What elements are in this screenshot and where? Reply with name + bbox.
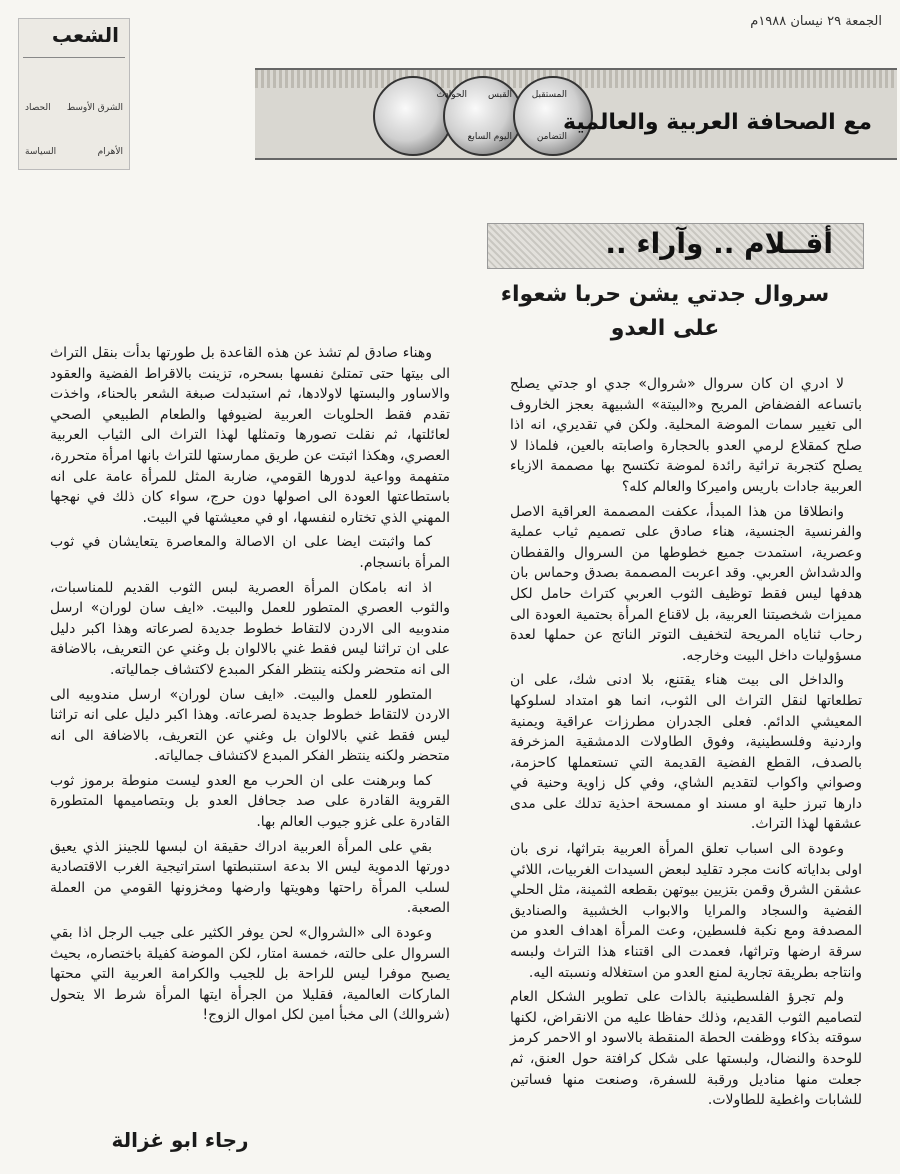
issue-date: الجمعة ٢٩ نيسان ١٩٨٨م (750, 14, 882, 29)
banner-title: مع الصحافة العربية والعالمية (563, 110, 872, 135)
article-column-left (50, 343, 450, 1030)
banner-tagline: اليوم السابع (467, 132, 512, 142)
author-name: رجاء ابو غزالة (111, 1128, 249, 1152)
paragraph: ولم تجرؤ الفلسطينية بالذات على تطوير الشكل العام لتصاميم الثوب القديم، وذلك حفاظا عليه من الانقراض، لكنها سوقته بذكاء ووظفت الحطة المنقطة بالاسود او الاحمر كرمز للوحدة والنضال، ولبستها على شكل كرافتة حول العنق، ثم جعلت منها مناديل ورقبة للسفرة، وصنعت منها فساتين للشابات واغطية للطاولات. (510, 989, 862, 1109)
article-column-right (510, 374, 862, 1115)
banner-tagline: المستقبل (531, 90, 567, 100)
paragraph: اذ انه بامكان المرأة العصرية لبس الثوب القديم للمناسبات، والثوب العصري المتطور للعمل والبيت. «ايف سان لوران» ارسل مندوبيه الى الاردن لالتقاط خطوط جديدة لصرعاته وهذا اكبر دليل على ان تراثنا ليس فقط غني بالالوان بل وغني عن التعريف، بالاضافة الى انه متحضر ولكنه ينتظر الفكر المبدع لاكتشاف جمالياته. (50, 579, 450, 678)
paragraph: وعودة الى «الشروال» لحن يوفر الكثير على جيب الرجل اذا بقي السروال على حالته، خمسة امتار، لكن الموضة كفيلة باختصاره، بحيث يصبح موفرا ليس للراحة بل للجيب والكرامة العربية التي محتها الماركات العالمية، فقليلا من الجرأة ايتها المرأة شرط الا يتحول (شروالك) الى مخبأ امين لكل اموال الزوج! (50, 925, 450, 1024)
masthead-tag: الأهرام (97, 147, 123, 157)
paragraph: وهناء صادق لم تشذ عن هذه القاعدة بل طورتها بدأت بنقل التراث الى بيتها حتى تمتلئ نفسها بسحره، تزينت بالاقراط الفضية والعقود والاساور والبستها لاولادها، ثم استبدلت صبغة الشعر بالحناء، واخذت تقدم فقط الحلويات العربية لضيوفها والطعام الطبيعي الصحي لعائلتها، ثم نقلت تصورها وتمثلها لهذا التراث الى الثياب العربية العصري، وهكذا اثبتت عن طريق ممارستها للتراث بانها امرأة متحررة، متفهمة وواعية لدورها القومي، ضاربة المثل للمرأة عامة على انه باستطاعتها العودة الى اصولها دون حرج، سواء كان ذلك في نهجها المهني الذي تختاره لنفسها، او في معيشتها في البيت. (50, 345, 450, 526)
banner-tagline: الحوادث (436, 90, 467, 100)
paragraph: بقي على المرأة العربية ادراك حقيقة ان لبسها للجينز الذي يعيق دورتها الدموية ليس الا بدعة استنبطتها استراتيجية الغرب الاقتصادية لسلب المرأة راحتها وهويتها وارضها ومخزونها القومي من العملة الصعبة. (50, 838, 450, 917)
masthead-tag: السياسة (25, 147, 57, 157)
paragraph: المتطور للعمل والبيت. «ايف سان لوران» ارسل مندوبيه الى الاردن لالتقاط خطوط جديدة لصرعاته. وهذا اكبر دليل على انه تراثنا ليس فقط غني بالالوان بل وغني عن التعريف، بالاضافة الى انه متحضر ولكنه ينتظر الفكر المبدع لاكتشاف جمالياته. (50, 686, 450, 765)
paragraph: كما واثبتت ايضا على ان الاصالة والمعاصرة يتعايشان في ثوب المرأة بانسجام. (50, 534, 450, 571)
paragraph: كما وبرهنت على ان الحرب مع العدو ليست منوطة برموز ثوب القروية القادرة على صد جحافل العدو بل وبتصاميمها المتطورة القادرة على غزو جيوب العالم بها. (50, 772, 450, 831)
section-banner (255, 68, 897, 160)
masthead-tag: الشرق الأوسط (66, 103, 123, 113)
masthead-name: الشعب (51, 23, 119, 47)
article-headline: سروال جدتي يشن حربا شعواء على العدو (500, 282, 830, 341)
paragraph: وانطلاقا من هذا المبدأ، عكفت المصممة العراقية الاصل والفرنسية الجنسية، هناء صادق على تصميم ثياب عملية وعصرية، استمدت جميع خطوطها من السروال والقفطان والدشداش العربي. وقد اعربت المصممة بصدق وحماس بان هدفها ليس فقط توظيف الثوب العربي كتراث حامل لكل مميزات شخصيتنا العربية، بل لاقناع المرأة بحتمية العودة الى رحاب ثناياه المريحة لتخفيف التوتر الناتج عن حملها لعدة مسؤوليات داخل البيت وخارجه. (510, 503, 862, 664)
opinion-section-box (487, 223, 864, 269)
banner-tagline: القبس (488, 90, 512, 100)
paragraph: لا ادري ان كان سروال «شروال» جدي او جدتي يصلح باتساعه الفضفاض المريح و«البيتة» الشبيهة بعجز الخاروف الى تغيير سمات الموضة المحلية. ولكن في تقديري، انه اذا صلح كمقلاع لرمي العدو بالحجارة واصابته بالعين، فلماذا لا يصلح كتجربة تراثية رائدة لموضة تكتسح بها مصممة الازياء العربية جادات باريس واميركا والعالم كله؟ (510, 376, 862, 495)
banner-tagline: التضامن (536, 132, 567, 142)
divider (23, 57, 125, 58)
section-label: أقــلام .. وآراء .. (605, 227, 833, 260)
paragraph: وعودة الى اسباب تعلق المرأة العربية بتراثها، نرى بان اولى بداياته كانت مجرد تقليد لبعض السيدات الغربيات، اللائي عشقن الشرق وقمن بتزيين بيوتهن بقطعه الثمينة، مثل الحلي الفضية والسجاد والمرايا والابواب الخشبية والصناديق المصدفة ومع نكبة فلسطين، وعت المرأة اهداف العدو من سرقة ارضها وتراثها، فعمدت الى اقتناء هذا التراث ولبسه وانتاجه بطريقة تجارية لمنع العدو من استغلاله ونسبته اليه. (510, 841, 862, 981)
globe-icon (443, 76, 523, 156)
newspaper-masthead (18, 18, 130, 170)
globe-icon (373, 76, 453, 156)
paragraph: والداخل الى بيت هناء يقتنع، بلا ادنى شك، على ان تطلعاتها لنقل التراث الى الثوب، انما هو امتداد لسلوكها المعيشي الدائم. فعلى الجدران مطرزات عراقية ويمنية واردنية وفلسطينية، وفوق الطاولات الدمشقية المزخرفة بالصدف، القطع الفضية القديمة التي تستعملها كاحزمة، وصواني واكواب لتقديم الشاي، وفي كل زاوية وحنية في دارها تبرز حلية او مسند او ممسحة احذية تدلك على مدى عشقها لهذا التراث. (510, 672, 862, 833)
masthead-tag: الحصاد (25, 103, 51, 113)
